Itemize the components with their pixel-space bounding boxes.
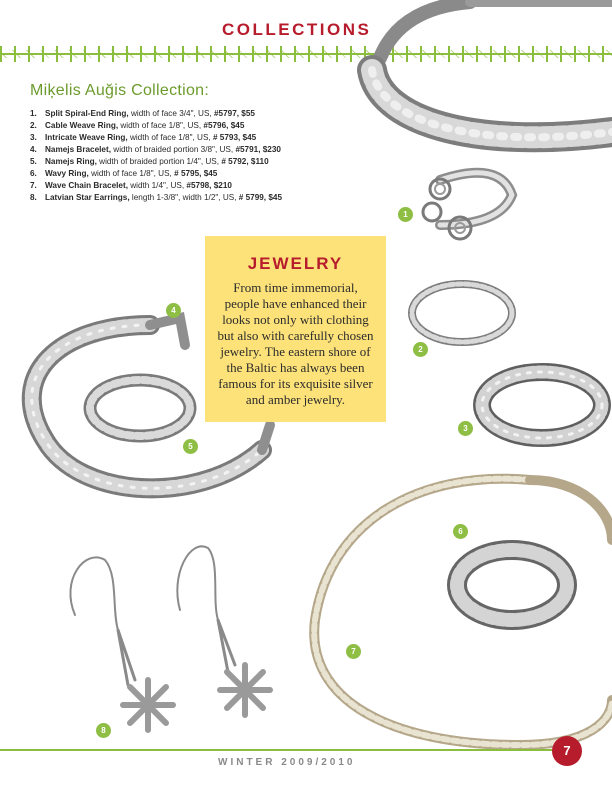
item-badge-6: 6 (453, 524, 468, 539)
catalog-list (30, 108, 282, 204)
wavy-ring-photo (457, 550, 567, 620)
header-bracelet-photo (372, 2, 612, 137)
latvian-star-earrings-photo (70, 546, 270, 730)
footer-rule (0, 749, 560, 751)
item-badge-4: 4 (166, 303, 181, 318)
callout-heading: JEWELRY (247, 254, 344, 273)
list-item: 2. Cable Weave Ring, width of face 1/8", US, #5796, $45 (30, 121, 245, 130)
list-item: 5. Namejs Ring, width of braided portion 1/4", US, # 5792, $110 (30, 157, 269, 166)
list-item: 4. Namejs Bracelet, width of braided portion 3/8", US, #5791, $230 (30, 145, 281, 154)
split-spiral-ring-photo (423, 173, 512, 239)
item-badge-2: 2 (413, 342, 428, 357)
namejs-ring-photo (90, 380, 190, 436)
list-item: 1. Split Spiral-End Ring, width of face 3/4", US, #5797, $55 (30, 109, 255, 118)
collection-title: Miķelis Auğis Collection: (30, 82, 210, 99)
item-badge-1: 1 (398, 207, 413, 222)
list-item: 7. Wave Chain Bracelet, width 1/4", US, #5798, $210 (30, 181, 232, 190)
list-item: 8. Latvian Star Earrings, length 1-3/8", width 1/2", US, # 5799, $45 (30, 193, 283, 202)
item-badge-5: 5 (183, 439, 198, 454)
item-badge-7: 7 (346, 644, 361, 659)
page-number: 7 (552, 736, 582, 766)
intricate-weave-ring-photo (482, 372, 602, 438)
issue-label: WINTER 2009/2010 (218, 757, 356, 768)
cable-weave-ring-photo (412, 284, 512, 342)
section-title: COLLECTIONS (222, 20, 372, 39)
item-badge-3: 3 (458, 421, 473, 436)
callout-text: From time immemorial, people have enhanced their looks not only with clothing but also with carefully chosen jewelry. The eastern shore of the Baltic has always been famous for its exquisite silver and amber jewelry. (217, 280, 374, 407)
jewelry-callout (205, 236, 386, 422)
list-item: 3. Intricate Weave Ring, width of face 1/8", US, # 5793, $45 (30, 133, 257, 142)
item-badge-8: 8 (96, 723, 111, 738)
list-item: 6. Wavy Ring, width of face 1/8", US, # 5795, $45 (30, 169, 218, 178)
